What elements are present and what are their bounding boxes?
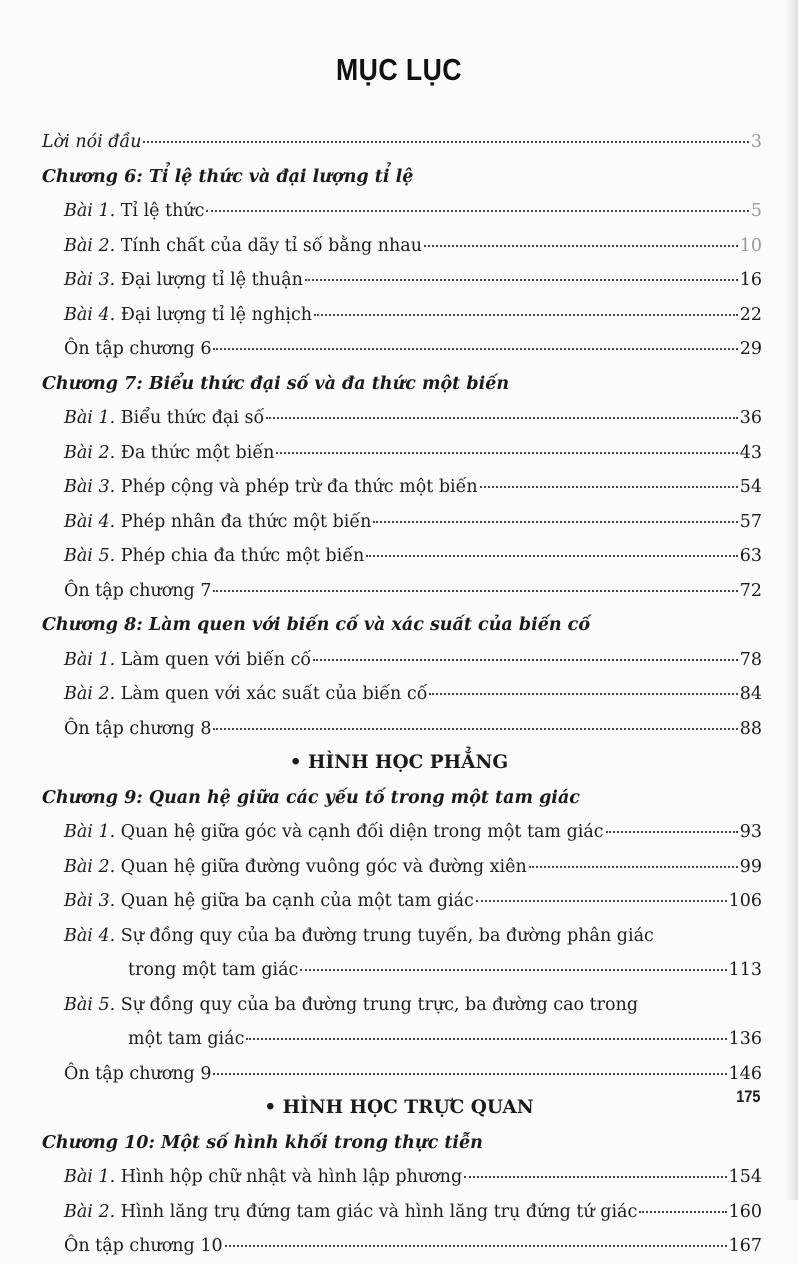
- entry-page: 160: [728, 1201, 762, 1222]
- toc-entry-ch7-lesson1[interactable]: [64, 401, 762, 436]
- chapter-7-heading[interactable]: Chương 7: Biểu thức đại số và đa thức một biến: [42, 373, 510, 394]
- toc-entry-ch6-lesson3[interactable]: [64, 263, 762, 298]
- entry-page: 78: [739, 649, 762, 670]
- toc-row: [0, 332, 798, 367]
- entry-page: 154: [728, 1167, 762, 1187]
- toc-row-chapter-6: [0, 160, 798, 195]
- lesson-title: Phép nhân đa thức một biến: [120, 511, 372, 532]
- part-heading-plane-geometry: • HÌNH HỌC PHẲNG: [289, 752, 509, 773]
- toc-entry-ch8-review[interactable]: [64, 712, 762, 747]
- dot-leader: [213, 728, 737, 730]
- entry-page: 10: [739, 235, 762, 256]
- toc-row: [0, 1160, 798, 1195]
- lesson-prefix: Bài 1.: [64, 408, 116, 428]
- lesson-prefix: Bài 4.: [64, 511, 116, 532]
- entry-page: 57: [739, 511, 762, 532]
- toc-entry-ch9-lesson2[interactable]: [64, 850, 762, 885]
- toc-row-part-plane: [0, 746, 798, 781]
- lesson-title-continued: trong một tam giác: [128, 960, 299, 980]
- toc-row-chapter-9: [0, 781, 798, 816]
- toc-entry-ch7-lesson4[interactable]: [64, 505, 762, 540]
- toc-row: [0, 1022, 798, 1057]
- toc-row: [0, 505, 798, 540]
- toc-row-part-visual: [0, 1091, 798, 1126]
- dot-leader: [206, 210, 748, 212]
- lesson-title: Tính chất của dãy tỉ số bằng nhau: [120, 235, 423, 256]
- lesson-prefix: Bài 1.: [64, 1167, 116, 1187]
- toc-entry-ch7-lesson2[interactable]: [64, 436, 762, 471]
- entry-page: 5: [750, 201, 762, 221]
- lesson-title: Làm quen với xác suất của biến cố: [120, 684, 428, 704]
- toc-entry-ch6-lesson4[interactable]: [64, 298, 762, 333]
- toc-entry-ch9-lesson4-line2[interactable]: [128, 953, 762, 988]
- toc-entry-ch10-lesson1[interactable]: [64, 1160, 762, 1195]
- lesson-title: Quan hệ giữa đường vuông góc và đường xiên: [120, 856, 527, 877]
- toc-entry-ch9-review[interactable]: [64, 1057, 762, 1092]
- toc-entry-ch7-review[interactable]: [64, 574, 762, 609]
- toc-row: [0, 436, 798, 471]
- toc-row: [0, 229, 798, 264]
- lesson-prefix: Bài 5.: [64, 994, 116, 1015]
- dot-leader: [429, 693, 737, 695]
- lesson-prefix: Bài 2.: [64, 442, 116, 463]
- dot-leader: [225, 1245, 727, 1247]
- lesson-title: Tỉ lệ thức: [120, 201, 205, 221]
- lesson-prefix: Bài 1.: [64, 649, 116, 670]
- lesson-title: Hình hộp chữ nhật và hình lập phương: [120, 1167, 463, 1187]
- toc-entry-ch8-lesson1[interactable]: [64, 643, 762, 678]
- dot-leader: [305, 279, 738, 281]
- lesson-prefix: Bài 5.: [64, 546, 116, 566]
- toc-row-chapter-10: [0, 1126, 798, 1161]
- toc-row: [0, 850, 798, 885]
- entry-page: 3: [750, 132, 762, 152]
- lesson-prefix: Bài 4.: [64, 925, 116, 946]
- toc-row: [0, 712, 798, 747]
- lesson-prefix: Bài 2.: [64, 856, 116, 877]
- lesson-prefix: Bài 3.: [64, 270, 116, 290]
- toc-entry-ch9-lesson5-line2[interactable]: [128, 1022, 762, 1057]
- dot-leader: [143, 141, 748, 143]
- lesson-title: Đa thức một biến: [120, 442, 275, 463]
- review-title: Ôn tập chương 6: [64, 339, 212, 359]
- dot-leader: [276, 452, 737, 454]
- entry-page: 36: [739, 408, 762, 428]
- entry-page: 16: [739, 270, 762, 290]
- toc-entry-ch9-lesson4-line1[interactable]: [64, 919, 654, 954]
- entry-page: 29: [739, 339, 762, 359]
- chapter-9-heading[interactable]: Chương 9: Quan hệ giữa các yếu tố trong một tam giác: [42, 787, 580, 808]
- lesson-title: Phép chia đa thức một biến: [120, 546, 365, 566]
- lesson-title: Hình lăng trụ đứng tam giác và hình lăng trụ đứng tứ giác: [120, 1201, 638, 1222]
- entry-page: 106: [728, 891, 762, 911]
- entry-page: 113: [728, 960, 762, 980]
- toc-row: [0, 263, 798, 298]
- toc-row-chapter-8: [0, 608, 798, 643]
- dot-leader: [213, 1073, 726, 1075]
- page-title: MỤC LỤC: [336, 52, 462, 87]
- chapter-10-heading[interactable]: Chương 10: Một số hình khối trong thực tiễn: [42, 1132, 483, 1153]
- lesson-prefix: Bài 3.: [64, 477, 116, 497]
- dot-leader: [313, 659, 738, 661]
- toc-entry-ch8-lesson2[interactable]: [64, 677, 762, 712]
- dot-leader: [373, 521, 737, 523]
- toc-entry-ch6-lesson2[interactable]: [64, 229, 762, 264]
- lesson-title: Đại lượng tỉ lệ thuận: [120, 270, 303, 290]
- lesson-prefix: Bài 1.: [64, 201, 116, 221]
- dot-leader: [639, 1211, 726, 1213]
- entry-page: 146: [728, 1063, 762, 1084]
- lesson-prefix: Bài 2.: [64, 235, 116, 256]
- lesson-title: Phép cộng và phép trừ đa thức một biến: [120, 477, 478, 497]
- toc-entry-ch7-lesson5[interactable]: [64, 539, 762, 574]
- toc-row: [0, 574, 798, 609]
- dot-leader: [606, 831, 738, 833]
- toc-row-preface: [0, 125, 798, 160]
- lesson-title: Đại lượng tỉ lệ nghịch: [120, 304, 313, 325]
- lesson-prefix: Bài 2.: [64, 684, 116, 704]
- lesson-prefix: Bài 4.: [64, 304, 116, 325]
- dot-leader: [213, 348, 737, 350]
- entry-page: 84: [739, 684, 762, 704]
- lesson-title: Biểu thức đại số: [120, 408, 265, 428]
- entry-page: 22: [739, 304, 762, 325]
- toc-entry-ch9-lesson3[interactable]: [64, 884, 762, 919]
- entry-page: 136: [728, 1029, 762, 1049]
- dot-leader: [246, 1038, 726, 1040]
- dot-leader: [464, 1176, 726, 1178]
- entry-page: 167: [728, 1236, 762, 1256]
- entry-page: 72: [739, 580, 762, 601]
- toc-entry-ch10-review[interactable]: [64, 1229, 762, 1264]
- lesson-prefix: Bài 2.: [64, 1201, 116, 1222]
- dot-leader: [529, 866, 738, 868]
- toc-entry-ch6-lesson1[interactable]: [64, 194, 762, 229]
- dot-leader: [480, 486, 738, 488]
- review-title: Ôn tập chương 10: [64, 1236, 223, 1256]
- toc-entry-preface[interactable]: [42, 125, 762, 160]
- lesson-prefix: Bài 1.: [64, 822, 116, 842]
- entry-label: Lời nói đầu: [42, 132, 142, 152]
- lesson-title-continued: một tam giác: [128, 1029, 245, 1049]
- toc-row: [0, 677, 798, 712]
- toc-row: [0, 401, 798, 436]
- dot-leader: [476, 900, 727, 902]
- entry-page: 43: [739, 442, 762, 463]
- entry-page: 63: [739, 546, 762, 566]
- lesson-title: Quan hệ giữa góc và cạnh đối diện trong một tam giác: [120, 822, 604, 842]
- table-of-contents: [0, 125, 798, 1264]
- toc-entry-ch9-lesson1[interactable]: [64, 815, 762, 850]
- toc-entry-ch7-lesson3[interactable]: [64, 470, 762, 505]
- lesson-title: Quan hệ giữa ba cạnh của một tam giác: [120, 891, 474, 911]
- entry-page: 93: [739, 822, 762, 842]
- chapter-8-heading[interactable]: Chương 8: Làm quen với biến cố và xác suất của biến cố: [42, 615, 591, 635]
- toc-row: [0, 919, 798, 954]
- lesson-title: Sự đồng quy của ba đường trung tuyến, ba đường phân giác: [120, 925, 654, 946]
- toc-row: [0, 1057, 798, 1092]
- toc-row: [0, 953, 798, 988]
- lesson-prefix: Bài 3.: [64, 891, 116, 911]
- dot-leader: [213, 590, 737, 592]
- toc-row: [0, 884, 798, 919]
- entry-page: 99: [739, 856, 762, 877]
- dot-leader: [266, 417, 738, 419]
- toc-row: [0, 298, 798, 333]
- dot-leader: [314, 314, 738, 316]
- toc-row-chapter-7: [0, 367, 798, 402]
- toc-row: [0, 815, 798, 850]
- toc-row: [0, 988, 798, 1023]
- review-title: Ôn tập chương 7: [64, 580, 212, 601]
- dot-leader: [300, 969, 726, 971]
- dot-leader: [424, 245, 738, 247]
- lesson-title: Làm quen với biến cố: [120, 649, 312, 670]
- toc-entry-ch6-review[interactable]: [64, 332, 762, 367]
- review-title: Ôn tập chương 8: [64, 718, 212, 739]
- dot-leader: [366, 555, 737, 557]
- page-number: 175: [735, 1087, 760, 1106]
- toc-row: [0, 194, 798, 229]
- toc-entry-ch9-lesson5-line1[interactable]: [64, 988, 638, 1023]
- part-heading-visual-geometry: • HÌNH HỌC TRỰC QUAN: [264, 1097, 534, 1118]
- review-title: Ôn tập chương 9: [64, 1063, 212, 1084]
- entry-page: 88: [739, 718, 762, 739]
- toc-row: [0, 643, 798, 678]
- lesson-title: Sự đồng quy của ba đường trung trực, ba đường cao trong: [120, 994, 639, 1015]
- chapter-6-heading[interactable]: Chương 6: Tỉ lệ thức và đại lượng tỉ lệ: [42, 166, 414, 187]
- entry-page: 54: [739, 477, 762, 497]
- toc-row: [0, 470, 798, 505]
- toc-row: [0, 539, 798, 574]
- toc-row: [0, 1229, 798, 1264]
